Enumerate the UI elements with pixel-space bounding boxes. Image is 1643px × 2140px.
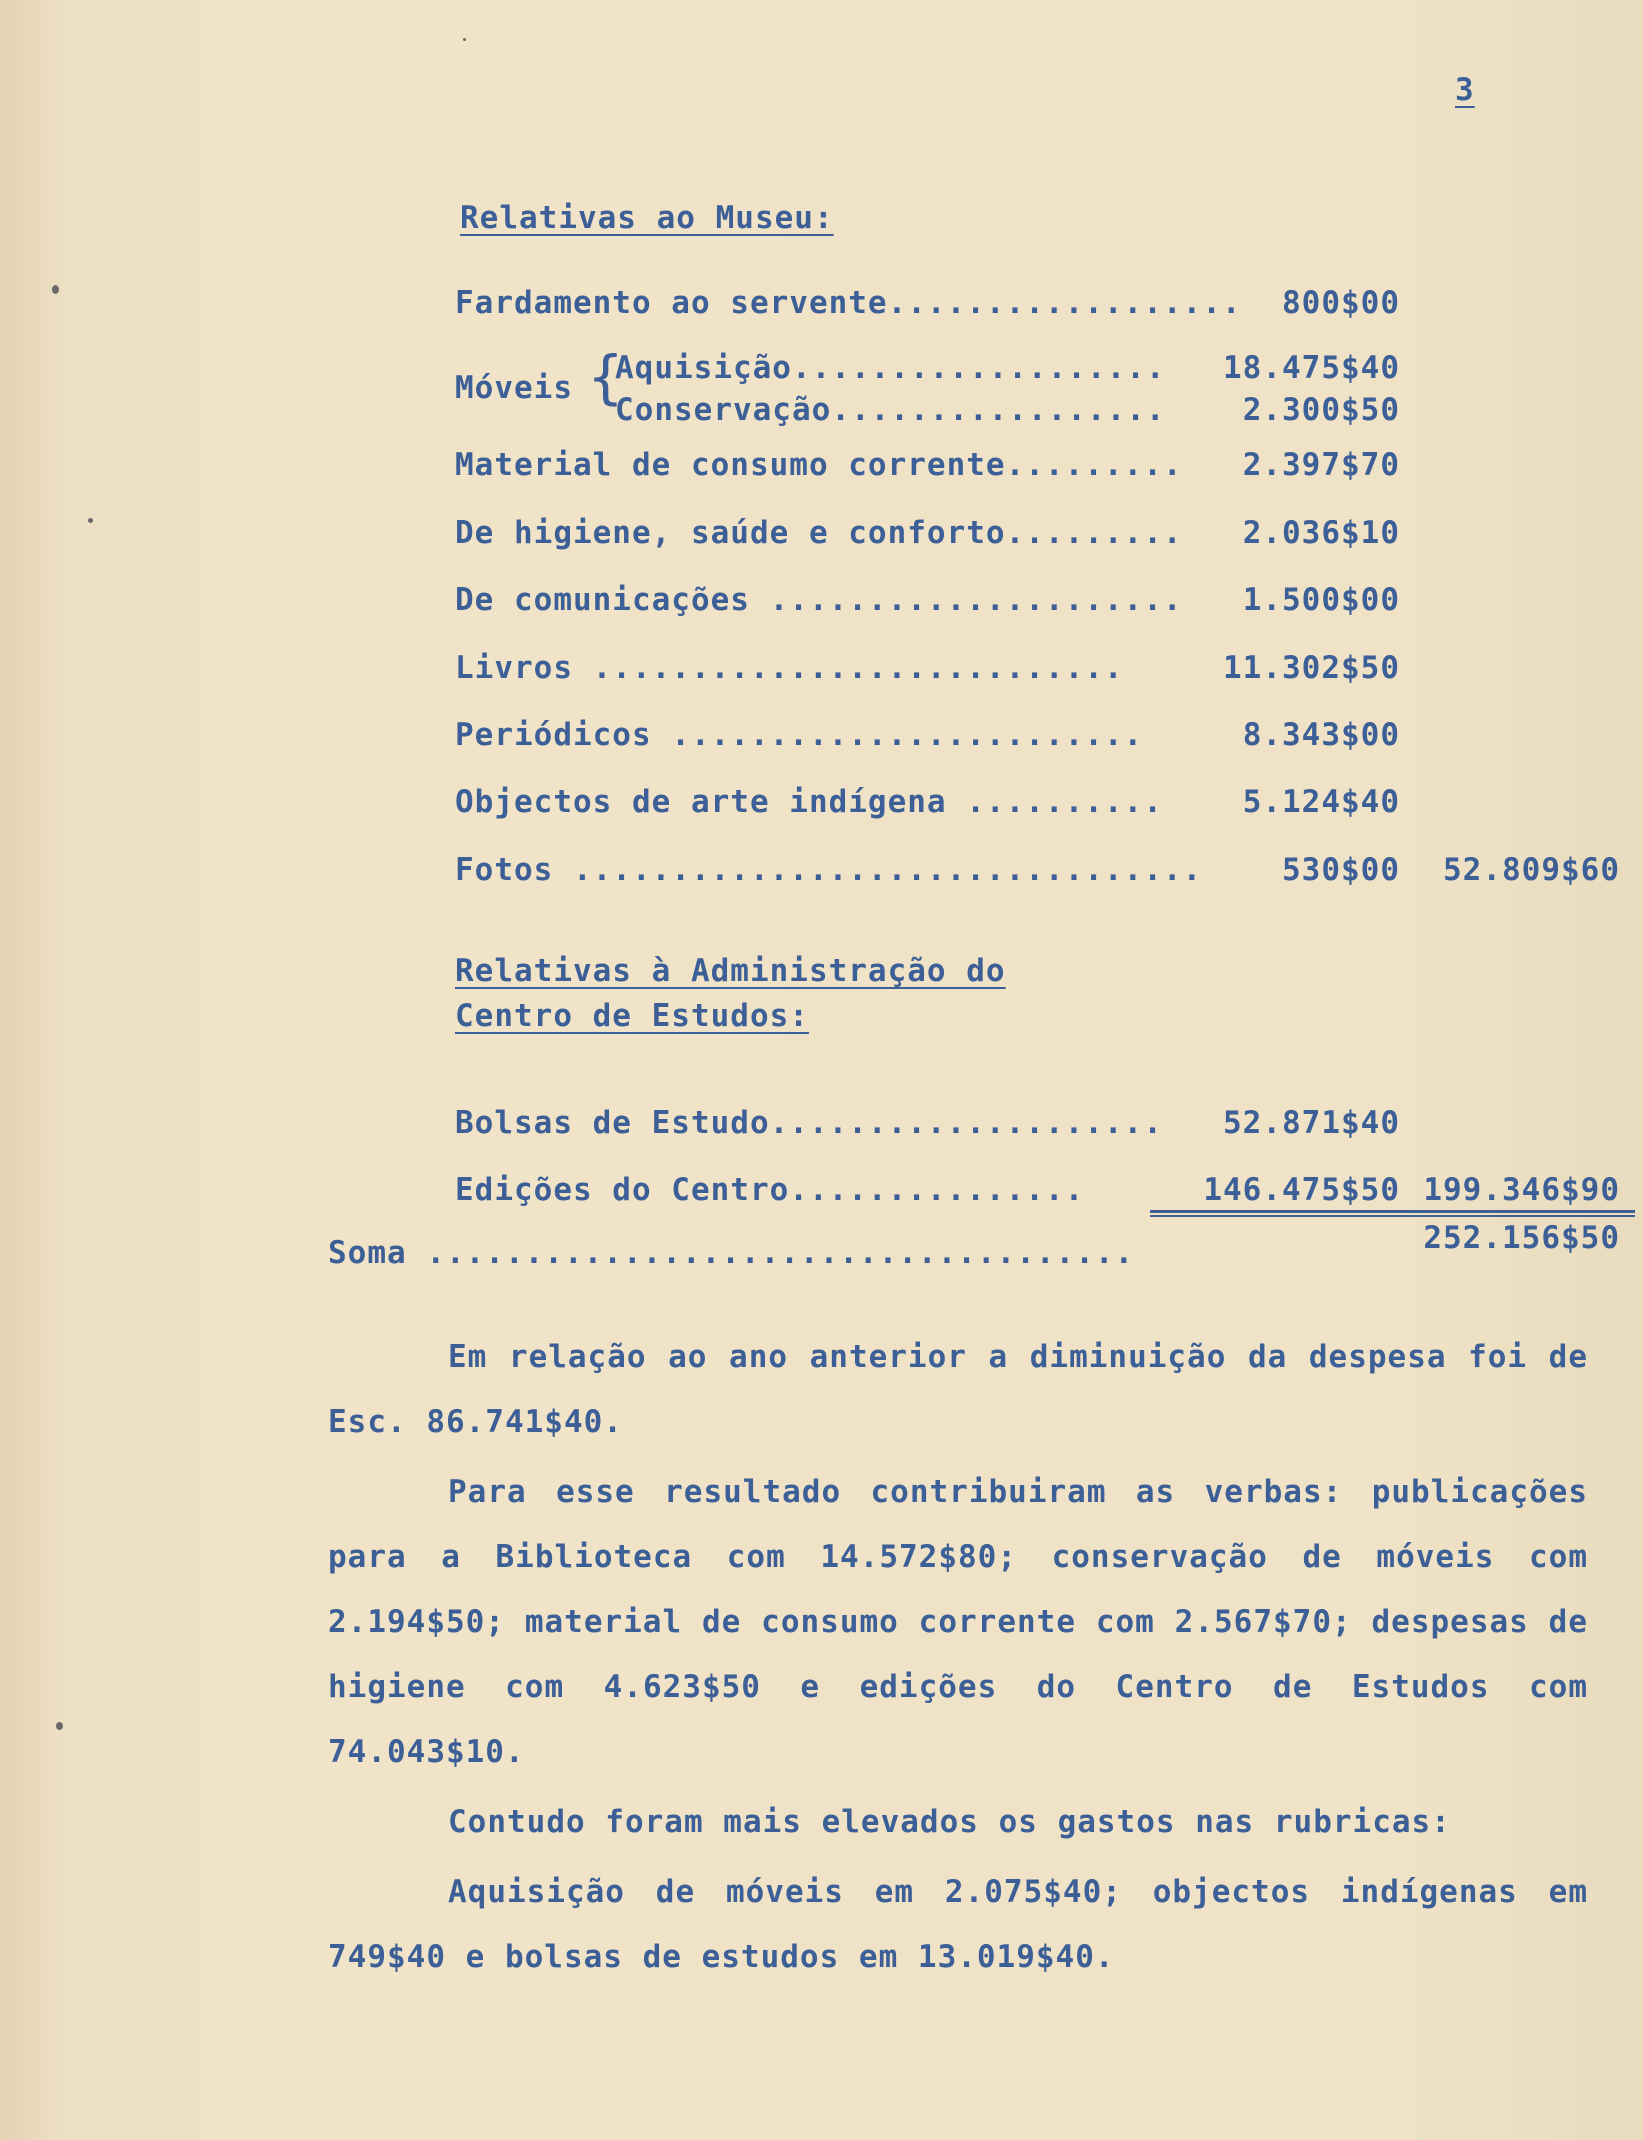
item-amount: 800$00 [1282, 285, 1400, 321]
item-amount: 2.300$50 [1242, 392, 1400, 428]
item-label: Bolsas de Estudo.................... [455, 1105, 1163, 1141]
paper-speck [56, 1722, 63, 1730]
item-amount: 52.871$40 [1223, 1105, 1400, 1141]
admin-total: 199.346$90 [1423, 1172, 1620, 1208]
item-label: Objectos de arte indígena .......... [455, 784, 1163, 820]
admin-heading-line1: Relativas à Administração do [455, 953, 1006, 989]
item-amount: 5.124$40 [1242, 784, 1400, 820]
item-amount: 530$00 [1282, 852, 1400, 888]
paragraph: Para esse resultado contribuiram as verbas: publicações para a Biblioteca com 14.572$80; conservação de móveis com 2.194$50; material de consumo corrente com 2.567$70; despesas de higiene com 4.623$50 e edições do Centro de Estudos com 74.043$10. [328, 1474, 1588, 1770]
item-label: Livros ........................... [455, 650, 1124, 686]
item-label: Fardamento ao servente.................. [455, 285, 1242, 321]
soma-total: 252.156$50 [1423, 1220, 1620, 1256]
item-amount: 11.302$50 [1223, 650, 1400, 686]
paragraph: Em relação ao ano anterior a diminuição da despesa foi de Esc. 86.741$40. [328, 1339, 1588, 1440]
paper-speck [88, 518, 93, 523]
sum-rule [1150, 1210, 1635, 1213]
item-amount: 8.343$00 [1242, 717, 1400, 753]
sum-rule [1150, 1215, 1635, 1217]
item-label: Conservação................. [615, 392, 1166, 428]
museum-total: 52.809$60 [1443, 852, 1620, 888]
item-label: Aquisição................... [615, 350, 1166, 386]
admin-heading-line2: Centro de Estudos: [455, 998, 809, 1034]
item-amount: 146.475$50 [1203, 1172, 1400, 1208]
item-label: Móveis [455, 370, 573, 406]
item-amount: 2.397$70 [1242, 447, 1400, 483]
item-label: De comunicações ..................... [455, 582, 1183, 618]
item-label: Material de consumo corrente......... [455, 447, 1183, 483]
item-amount: 1.500$00 [1242, 582, 1400, 618]
item-label: Edições do Centro............... [455, 1172, 1085, 1208]
item-label: Fotos ................................ [455, 852, 1203, 888]
item-amount: 18.475$40 [1223, 350, 1400, 386]
item-amount: 2.036$10 [1242, 515, 1400, 551]
paragraph: Aquisição de móveis em 2.075$40; objectos indígenas em 749$40 e bolsas de estudos em 13.019$40. [328, 1874, 1588, 1975]
paper-speck [52, 285, 59, 294]
paper-speck [463, 38, 466, 41]
item-label: De higiene, saúde e conforto......... [455, 515, 1183, 551]
brace-symbol: { [588, 343, 623, 411]
paragraph: Contudo foram mais elevados os gastos nas rubricas: [448, 1804, 1451, 1840]
item-label: Periódicos ........................ [455, 717, 1144, 753]
museum-heading: Relativas ao Museu: [460, 200, 834, 236]
page-number: 3 [1455, 72, 1475, 108]
soma-label: Soma .................................... [328, 1235, 1135, 1271]
